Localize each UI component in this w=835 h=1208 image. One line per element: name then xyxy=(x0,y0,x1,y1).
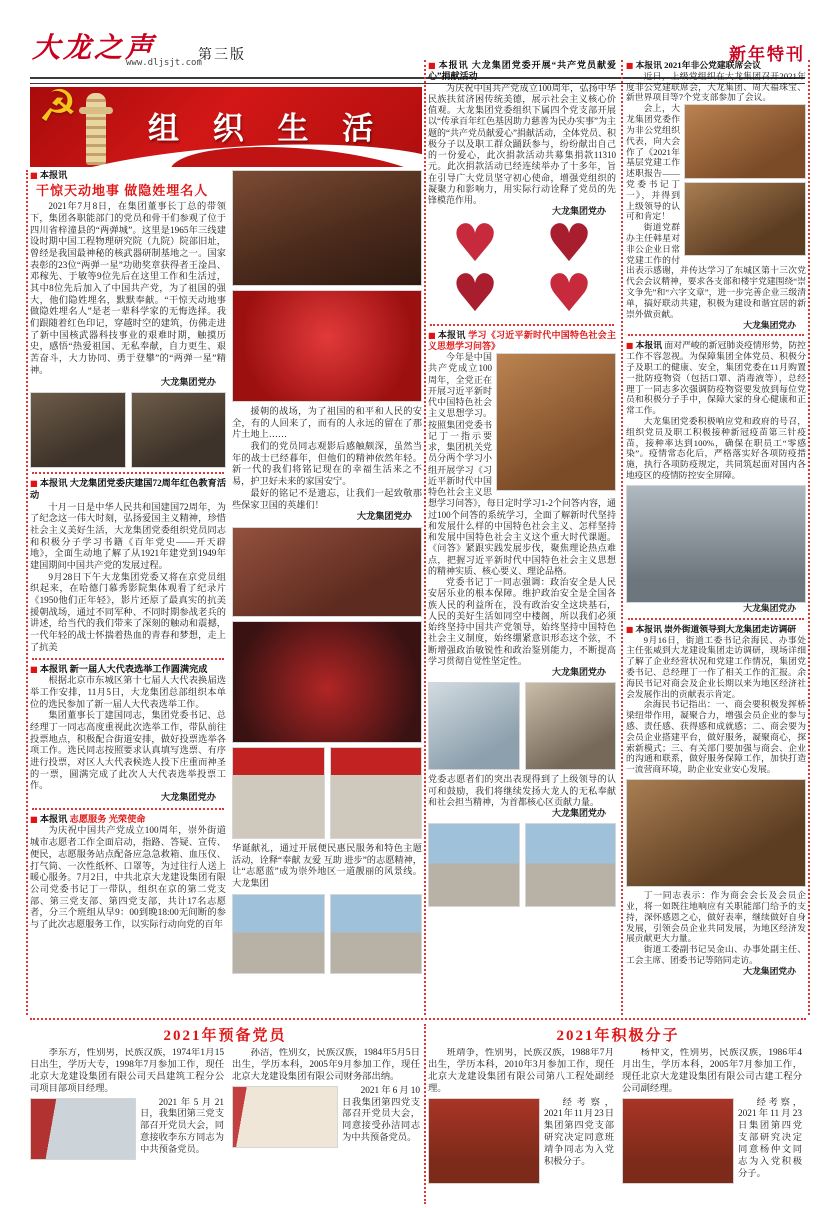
bullet-square-icon: ■ xyxy=(626,61,634,70)
photo-visit-meeting xyxy=(626,779,806,887)
article-title: 大龙集团党委开展“共产党员献爱心”捐献活动 xyxy=(428,60,616,82)
photo-meeting-room-1 xyxy=(30,392,126,468)
article-paragraph: 援朝的战场，为了祖国的和平和人民的安全，有的人回来了，而有的人永远的留在了那片土地上…… xyxy=(232,406,422,440)
website-text: www.dljsjt.com xyxy=(126,58,202,68)
photo-conference-room xyxy=(684,182,806,257)
bullet-square-icon: ■ xyxy=(30,663,38,674)
article-npc-election: ■ 本报讯 新一届人大代表选举工作圆满完成 根据北京市东城区第十七届人大代表换届选举工作安排，11月5日，大龙集团总部组织本单位的选民参加了新一届人大代表选举工作。 集团董事长丁建国同志，集团党委书记、总经理丁一同志高度重视此次选举工作，带队前往投票地点，积极配合街道安排，做好投票选举各项工作。选民同志按照要求认真填写选票、有序进行投票，对区人大代表候选人投下庄重而神圣的一票，圆满完成了此次人大代表选举投票工作。 大龙集团党办 xyxy=(30,663,226,803)
article-signature: 大龙集团党办 xyxy=(551,667,606,677)
section-header-probationary-members: 2021年预备党员 xyxy=(163,1028,287,1044)
photo-masked-crowd xyxy=(626,485,806,603)
bios-row xyxy=(30,1048,806,1208)
article-volunteer: ■ 本报讯 志愿服务 光荣使命 为庆祝中国共产党成立100周年，崇外街道城市志愿者工作全面启动，指路、答疑、宣传、便民，志愿服务站点配备应急急救箱、血压仪、打气筒、一次性纸杯、口罩等，为过往行人送上暖心服务。7月2日，中共北京大龙建设集团有限公司党委书记丁一带队，组织在京的第二党支部、第三党支部、第四党支部，共计17名志愿者，分三个班组从早9：00到晚18:00无间断的参与了此次志愿服务工作，以实际行动向党的百年 xyxy=(30,813,226,929)
column-left xyxy=(30,170,226,1018)
article-signature: 大龙集团党办 xyxy=(356,511,412,522)
photo-pair-office xyxy=(428,682,616,770)
page-number-label: 第三版 xyxy=(198,48,246,63)
photo-group-red-flag xyxy=(232,290,422,402)
bullet-square-icon: ■ xyxy=(626,341,634,351)
article-pandemic-prevention: ■ 本报讯 面对严峻的新冠肺炎疫情形势，防控工作不容忽视。为保障集团全体党员、积极分子及职工的健康、安全，集团党委在11月购置一批防疫物资（包括口罩、消毒液等），总经理丁一同志多次强调防疫物资要发放到每位党员和积极分子手中，保障大家的身心健康和正常工作。 大龙集团党委积极响应党和政府的号召，组织党员及职工积极接种新冠疫苗第三针疫苗，接种率达到100%，确保在职员工“零感染”。疫情常态化后，严格落实好各项防疫措施，执行各项防疫规定，共同筑起面对国内各地疫区的疫情防控安全屏障。 大龙集团党办 xyxy=(626,340,806,613)
article-paragraph: 华诞献礼，通过开展便民惠民服务和特色主题活动，诠释“奉献 友爱 互助 进步”的志愿精神，让“志愿蓝”成为崇外地区一道靓丽的风景线。大龙集团 xyxy=(232,842,422,888)
photo-pair-meeting xyxy=(30,392,226,468)
article-volunteer-continued xyxy=(232,843,422,890)
bullet-square-icon: ■ xyxy=(626,624,634,634)
bio-sunjie xyxy=(232,1048,420,1208)
article-divider xyxy=(628,334,804,336)
photo-office-2 xyxy=(525,682,617,770)
article-paragraph: 为庆祝中国共产党成立100周年，弘扬中华民族扶贫济困传统美德，展示社会主义核心价值观。大龙集团党委组织下属四个党支部开展以“传承百年红色基因助力慈善为民办实事”为主题的“共产党员献爱心”捐献活动，全体党员、积极分子以及职工群众踊跃参与，纷纷献出自己的一份爱心，此次捐款活动共募集捐款11310元。此次捐款活动已经连续举办了十多年，旨在引导广大党员坚守初心使命，增强党组织的凝聚力和影响力，用实际行动诠释了党员的先锋模范作用。 xyxy=(428,82,616,205)
photo-banner-event-1 xyxy=(232,747,325,839)
article-donation: ■ 本报讯 大龙集团党委开展“共产党员献爱心”捐献活动 为庆祝中国共产党成立100周年，弘扬中华民族扶贫济困传统美德，展示社会主义核心价值观。大龙集团党委组织下属四个党支部开展以“传承百年红色基因助力慈善为民办实事”为主题的“共产党员献爱心”捐献活动，全体党员、积极分子以及职工群众踊跃参与，纷纷献出自己的一份爱心，此次捐款活动共募集捐款11310元。此次捐款活动已经连续举办了十多年，旨在引导广大党员坚守初心使命，增强党组织的凝聚力和影响力，用实际行动诠释了党员的先锋模范作用。 大龙集团党办 xyxy=(428,60,616,217)
bio-intro: 孙洁，性别女，民族汉族，1984年5月5日出生，学历本科，2005年9月参加工作，现任北京大龙建设集团有限公司财务部出纳。 xyxy=(232,1048,420,1082)
article-divider xyxy=(32,658,224,660)
bio-yangzhongwen xyxy=(622,1048,802,1208)
bio-rest: 经考察，2021年11月23日集团第四党支部研究决定同意班靖争同志为入党积极分子。 xyxy=(544,1097,614,1168)
article-signature: 大龙集团党办 xyxy=(160,376,216,387)
article-paragraph: 2021年7月8日，在集团董事长丁总的带领下，集团各职能部门的党员和骨干们参观了位于四川省梓潼县的“两弹城”。这里是1965年三线建设时期中国工程物理研究院（九院）院部旧址，曾经是我国最神秘的核武器研制基地之一。国家表彰的23位“两弹一星”功勋奖章获得者王淦昌、邓稼先、于敏等9位先后在这里工作和生活过，其中8位先后加入了中国共产党，为了祖国的强大，他们隐姓埋名，默默奉献。“干惊天动地事 做隐姓埋名人”是老一辈科学家的无悔选择。我们跟随着红色印记，穿越时空的建筑，仿佛走进了新中国核武器科技事业的艰难时期，触摸历史，感悟“热爱祖国、无私奉献，自力更生、艰苦奋斗，大力协同、勇于登攀”的“两弹一星”精神。 xyxy=(30,201,226,375)
article-paragraph: 大龙集团党委积极响应党和政府的号召，组织党员及职工积极接种新冠疫苗第三针疫苗，接种率达到100%，确保在职员工“零感染”。疫情常态化后，严格落实好各项防疫措施，执行各项防疫规定，共同筑起面对国内各地疫区的疫情防控安全屏障。 xyxy=(626,416,806,481)
bio-intro: 李东方，性别男，民族汉族，1974年1月15日出生，学历大专，1998年7月参加工作，现任北京大龙建设集团有限公司天昌建筑工程分公司项目部项目经理。 xyxy=(30,1048,224,1094)
issue-label: 新年特刊 xyxy=(729,45,805,64)
photo-cinema-flag-group xyxy=(232,621,422,743)
photo-volunteer-tent-1 xyxy=(428,823,520,907)
photo-liangdancheng-statues xyxy=(232,170,422,286)
article-nonpublic-party-meeting: ■ 本报讯 2021年非公党建联席会议 近日，上级党组织在大龙集团召开2021年度非公党建联席会，大龙集团、周大福珠宝、新世界项目等7个党支部参加了会议。 会上，大龙集团党委作为非公党组织代表，向大会作了《2021年基层党建工作述职报告——党委书记丁一》，并得到上级领导的认可和肯定！ 街道党群办主任韩星对非公企业日常党建工作的付出表示感谢，并传达学习了东城区第十三次党代会会议精神，要求各支部和楼宇党建围绕“崇文争先”和“六字文章”，进一步完善企业三级清单，搞好联动共建，积极为建设和谐宜居的新崇外做贡献。 大龙集团党办 xyxy=(626,60,806,330)
banner-title: 组 织 生 活 xyxy=(148,111,387,146)
article-signature: 大龙集团党办 xyxy=(160,792,216,803)
bullet-square-icon: ■ xyxy=(428,60,437,70)
photo-pair-volunteers xyxy=(232,894,422,974)
photo-office-1 xyxy=(428,682,520,770)
photo-meeting-room-2 xyxy=(131,392,227,468)
article-paragraph: 我们的党员同志观影后感触颇深，虽然当年的战士已经暮年，但他们的精神依然年轻。新一代的我们将铭记现在的幸福生活来之不易，护卫好未来的家国安宁。 xyxy=(232,441,422,487)
article-signature: 大龙集团党办 xyxy=(551,206,606,217)
bullet-square-icon: ■ xyxy=(30,813,38,824)
photo-volunteer-station-1 xyxy=(232,894,325,974)
heart-photo-icon: ♥ xyxy=(451,214,499,275)
article-divider xyxy=(32,808,224,810)
article-study-qa: ■ 本报讯 学习《习近平新时代中国特色社会主义思想学习问答》 今年是中国共产党成立100周年，全党正在开展习近平新时代中国特色社会主义思想学习。按照集团党委书记丁一指示要求，集团机关党员分两个学习小组开展学习《习近平新时代中国特色社会主义思想学习问答》，每日定时学习1-2个问答内容，通过100个问答的系统学习，全面了解新时代坚持和发展什么样的中国特色社会主义、怎样坚持和发展中国特色社会主义这个重大时代课题。《问答》紧跟实践发展步伐，聚焦理论热点难点，把握习近平新时代中国特色社会主义思想的精神实质、核心要义、理论品格。 党委书记丁一同志强调：政治安全是人民安居乐业的根本保障。维护政治安全是全国各族人民的利益所在，没有政治安全这块基石，人民的美好生活如同空中楼阁，所以我们必须始终坚持中国共产党领导，始终坚持中国特色社会主义制度，始终绷紧意识形态这个弦，不断增强政治敏锐性和政治鉴别能力，不断提高学习贯彻自觉性坚定性。 大龙集团党办 xyxy=(428,329,616,677)
photo-volunteer-tent-2 xyxy=(525,823,617,907)
divider-col-cd xyxy=(621,60,623,1015)
bio-rest: 2021年5月21日，我集团第三党支部召开党员大会，同意接收李东方同志为中共预备党员。 xyxy=(140,1097,224,1156)
photo-pair-banner-events xyxy=(232,747,422,839)
bullet-square-icon: ■ xyxy=(428,329,436,340)
article-paragraph: 会上，大龙集团党委作为非公党组织代表，向大会作了《2021年基层党建工作述职报告——党委书记丁一》，并得到上级领导的认可和肯定！ xyxy=(626,103,680,222)
divider-right-edge xyxy=(808,60,810,1015)
photo-oath-hallway xyxy=(232,1086,338,1148)
photo-exhibition-visit xyxy=(232,527,422,617)
article-paragraph: 街道工委副书记吴金山、办事处副主任、工会主席、团委书记等陪同走访。 xyxy=(626,944,806,965)
article-paragraph: 十月一日是中华人民共和国建国72周年，为了纪念这一伟大时刻，弘扬爱国主义精神，珍惜社会主义美好生活，大龙集团党委组织党员同志和积极分子学习书籍《百年党史——开天辟地》，全面生动地了解了从1921年建党到1949年建国期间中国共产党的发展过程。 xyxy=(30,501,226,570)
article-volunteer-ending xyxy=(428,774,616,819)
article-title: 新一届人大代表选举工作圆满完成 xyxy=(69,663,208,674)
photo-banner-event-2 xyxy=(330,747,423,839)
photo-speaker-masked xyxy=(684,104,806,179)
article-paragraph: 党委书记丁一同志强调：政治安全是人民安居乐业的根本保障。维护政治安全是全国各族人民的利益所在，没有政治安全这块基石，人民的美好生活如同空中楼阁，所以我们必须始终坚持中国共产党领导，始终坚持中国特色社会主义制度，始终绷紧意识形态这个弦，不断增强政治敏锐性和政治鉴别能力，不断提高学习贯彻自觉性坚定性。 xyxy=(428,577,616,666)
article-paragraph: 根据北京市东城区第十七届人大代表换届选举工作安排，11月5日，大龙集团总部组织本单位的选民参加了新一届人大代表选举工作。 xyxy=(30,675,226,709)
article-signature: 大龙集团党办 xyxy=(743,319,796,330)
column-right xyxy=(626,60,806,1018)
article-street-leaders-visit: ■ 本报讯 崇外街道领导到大龙集团走访调研 9月16日，街道工委书记余海民、办事处主任张威到大龙建设集团走访调研，现场详细了解了企业经营状况和党建工作情况，集团党委书记、总经理丁一作了相关工作的汇报。余海民书记对商会及企业长期以来为地区经济社会发展作出的贡献表示肯定。 余海民书记指出：一、商会要积极发挥桥梁纽带作用，凝聚合力，增强会员企业的参与感、责任感、获得感和成就感；二、商会要为会员企业搭建平台，做好服务，凝聚商心，探索新模式；三、有关部门要加强与商会、企业的沟通和联系，做好服务保障工作，加快打造一流营商环境，助企业安业安心发展。 丁一同志表示：作为商会会长及会员企业，将一如既往地响应有关职能部门给予的支持，深怀感恩之心，做好表率，继续做好自身发展，引领会员企业共同发展，为地区经济发展贡献更大力量。 街道工委副书记吴金山、办事处副主任、工会主席、团委书记等陪同走访。 大龙集团党办 xyxy=(626,623,806,976)
article-paragraph: 党委志愿者们的突出表现得到了上级领导的认可和鼓励，我们将继续发扬大龙人的无私奉献和社会担当精神，为首都核心区贡献力量。 xyxy=(428,774,616,807)
article-signature: 大龙集团党办 xyxy=(743,965,796,976)
heart-photo-icon: ♥ xyxy=(451,264,499,325)
bio-lidongfang xyxy=(30,1048,224,1208)
photo-portrait-red-wall-1 xyxy=(428,1098,540,1184)
article-72th-anniversary: ■ 本报讯 大龙集团党委庆建国72周年红色教育活动 十月一日是中华人民共和国建国72周年，为了纪念这一伟大时刻，弘扬爱国主义精神，珍惜社会主义美好生活，大龙集团党委组织党员同志和积极分子学习书籍《百年党史——开天辟地》，全面生动地了解了从1921年建党到1949年建国期间中国共产党的发展过程。 9月28日下午大龙集团党委又将在京党员组织起来，在哈德门慕秀影院集体观看了纪录片《1950他们正年轻》，影片还原了最真实的抗美援朝战场，通过不同军种、不同时期参战老兵的讲述，给当代的我们带来了深刻的触动和震撼，一代年轻的战士怀揣着热血的青春和梦想，走上了抗美 xyxy=(30,478,226,652)
photo-meeting-stack xyxy=(684,104,806,256)
party-emblem-icon: ☭ xyxy=(38,87,78,132)
article-divider xyxy=(628,618,804,620)
photo-portrait-red-wall-2 xyxy=(622,1098,734,1184)
column-left-photos xyxy=(232,170,422,1018)
article-divider xyxy=(32,472,224,474)
article-title: 志愿服务 光荣使命 xyxy=(69,813,146,824)
section-header-activists: 2021年积极分子 xyxy=(556,1028,680,1044)
article-paragraph: 今年是中国共产党成立100周年，全党正在开展习近平新时代中国特色社会主义思想学习。按照集团党委书记丁一指示要求，集团机关党员分两个学习小组开展学习《习近平新时代中国特色社会主义思想学习问答》，每日定时学习1-2个问答内容，通过100个问答的系统学习，全面了解新时代坚持和发展什么样的中国特色社会主义、怎样坚持和发展中国特色社会主义这个重大时代课题。《问答》紧跟实践发展步伐，聚焦理论热点难点，把握习近平新时代中国特色社会主义思想的精神实质、核心要义、理论品格。 xyxy=(428,352,616,576)
article-paragraph: 最好的铭记不是遗忘，让我们一起致敬那些保家卫国的英雄们！ xyxy=(232,487,422,510)
article-paragraph: 余海民书记指出：一、商会要积极发挥桥梁纽带作用，凝聚合力，增强会员企业的参与感、责任感、获得感和成就感；二、商会要为会员企业搭建平台，做好服务，凝聚商心，探索新模式；三、有关部门要加强与商会、企业的沟通和联系，做好服务保障工作，加快打造一流营商环境，助企业安业安心发展。 xyxy=(626,699,806,775)
article-paragraph: 为庆祝中国共产党成立100周年，崇外街道城市志愿者工作全面启动，指路、答疑、宣传、便民，志愿服务站点配备应急急救箱、血压仪、打气筒、一次性纸杯、口罩等，为过往行人送上暖心服务。7月2日，中共北京大龙建设集团有限公司党委书记丁一带队，组织在京的第二党支部、第三党支部、第四党支部，共计17名志愿者，分三个班组从早9：00到晚18:00无间断的参与了此次志愿服务工作，以实际行动向党的百年 xyxy=(30,825,226,929)
article-title: 干惊天动地事 做隐姓埋名人 xyxy=(36,182,209,198)
article-title: 学习《习近平新时代中国特色社会主义思想学习问答》 xyxy=(428,329,616,351)
photo-oath-ceremony xyxy=(30,1098,136,1160)
bio-rest: 经考察，2021年11月23日集团第四党支部研究决定同意杨仲文同志为入党积极分子。 xyxy=(738,1097,802,1179)
article-title: 2021年非公党建联席会议 xyxy=(664,60,761,70)
article-liangdan xyxy=(30,170,226,388)
heart-photo-icon: ♥ xyxy=(545,264,593,325)
huabiao-column-graphic xyxy=(86,93,106,165)
article-paragraph: 街道党群办主任韩星对非公企业日常党建工作的付出表示感谢，并传达学习了东城区第十三次党代会会议精神，要求各支部和楼宇党建围绕“崇文争先”和“六字文章”，进一步完善企业三级清单，搞好联动共建，积极为建设和谐宜居的新崇外做贡献。 xyxy=(626,222,806,319)
divider-left-edge xyxy=(26,170,28,1015)
bio-intro: 杨仲文，性别男，民族汉族，1986年4月出生，学历本科，2005年7月参加工作，现任北京大龙建设集团有限公司古建工程分公司副经理。 xyxy=(622,1048,802,1094)
newspaper-logo: 大龙之声 xyxy=(32,33,157,64)
article-signature: 大龙集团党办 xyxy=(551,808,606,818)
photo-study-session xyxy=(496,353,616,491)
column-middle xyxy=(428,60,616,1018)
article-title: 大龙集团党委庆建国72周年红色教育活动 xyxy=(30,478,226,500)
article-paragraph: 9月16日，街道工委书记余海民、办事处主任张威到大龙建设集团走访调研，现场详细了解了企业经营状况和党建工作情况，集团党委书记、总经理丁一作了相关工作的汇报。余海民书记对商会及企业长期以来为地区经济社会发展作出的贡献表示肯定。 xyxy=(626,634,806,699)
photo-hearts-collage xyxy=(428,214,616,325)
article-paragraph: 集团董事长丁建国同志，集团党委书记、总经理丁一同志高度重视此次选举工作，带队前往投票地点，积极配合街道安排，做好投票选举各项工作。选民同志按照要求认真填写选票、有序进行投票，对区人大代表候选人投下庄重而神圣的一票，圆满完成了此次人大代表选举投票工作。 xyxy=(30,710,226,791)
photo-pair-volunteer-tents xyxy=(428,823,616,907)
article-72th-continued xyxy=(232,406,422,523)
bullet-square-icon: ■ xyxy=(30,478,38,489)
photo-volunteer-station-2 xyxy=(330,894,423,974)
article-paragraph: 面对严峻的新冠肺炎疫情形势，防控工作不容忽视。为保障集团全体党员、积极分子及职工的健康、安全，集团党委在11月购置一批防疫物资（包括口罩、消毒液等），总经理丁一同志多次强调防疫物资要发放到每位党员和积极分子手中，保障大家的身心健康和正常工作。 xyxy=(626,340,806,416)
divider-bottom-section xyxy=(30,1018,806,1020)
article-paragraph: 近日，上级党组织在大龙集团召开2021年度非公党建联席会，大龙集团、周大福珠宝、新世界项目等7个党支部参加了会议。 xyxy=(626,70,806,103)
section-banner xyxy=(30,87,422,167)
bio-rest: 2021年6月10日我集团第四党支部召开党员大会，同意接受孙洁同志为中共预备党员。 xyxy=(342,1085,420,1144)
article-tag: 本报讯 xyxy=(39,170,68,180)
article-paragraph: 丁一同志表示：作为商会会长及会员企业，将一如既往地响应有关职能部门给予的支持，深怀感恩之心，做好表率，继续做好自身发展，引领会员企业共同发展，为地区经济发展贡献更大力量。 xyxy=(626,890,806,944)
article-title: 崇外街道领导到大龙集团走访调研 xyxy=(664,623,797,634)
bullet-square-icon: ■ xyxy=(30,170,38,180)
heart-photo-icon: ♥ xyxy=(545,214,593,275)
article-signature: 大龙集团党办 xyxy=(743,602,796,613)
bio-banjingzheng xyxy=(428,1048,614,1208)
article-paragraph: 9月28日下午大龙集团党委又将在京党员组织起来，在哈德门慕秀影院集体观看了纪录片《1950他们正年轻》，影片还原了最真实的抗美援朝战场，通过不同军种、不同时期参战老兵的讲述，给当代的我们带来了深刻的触动和震撼，一代年轻的战士怀揣着热血的青春和梦想，走上了抗美 xyxy=(30,571,226,652)
divider-col-bc xyxy=(424,60,426,1015)
bio-intro: 班靖争，性别男，民族汉族，1988年7月出生，学历本科，2010年3月参加工作，现任北京大龙建设集团有限公司第八工程处副经理。 xyxy=(428,1048,614,1094)
